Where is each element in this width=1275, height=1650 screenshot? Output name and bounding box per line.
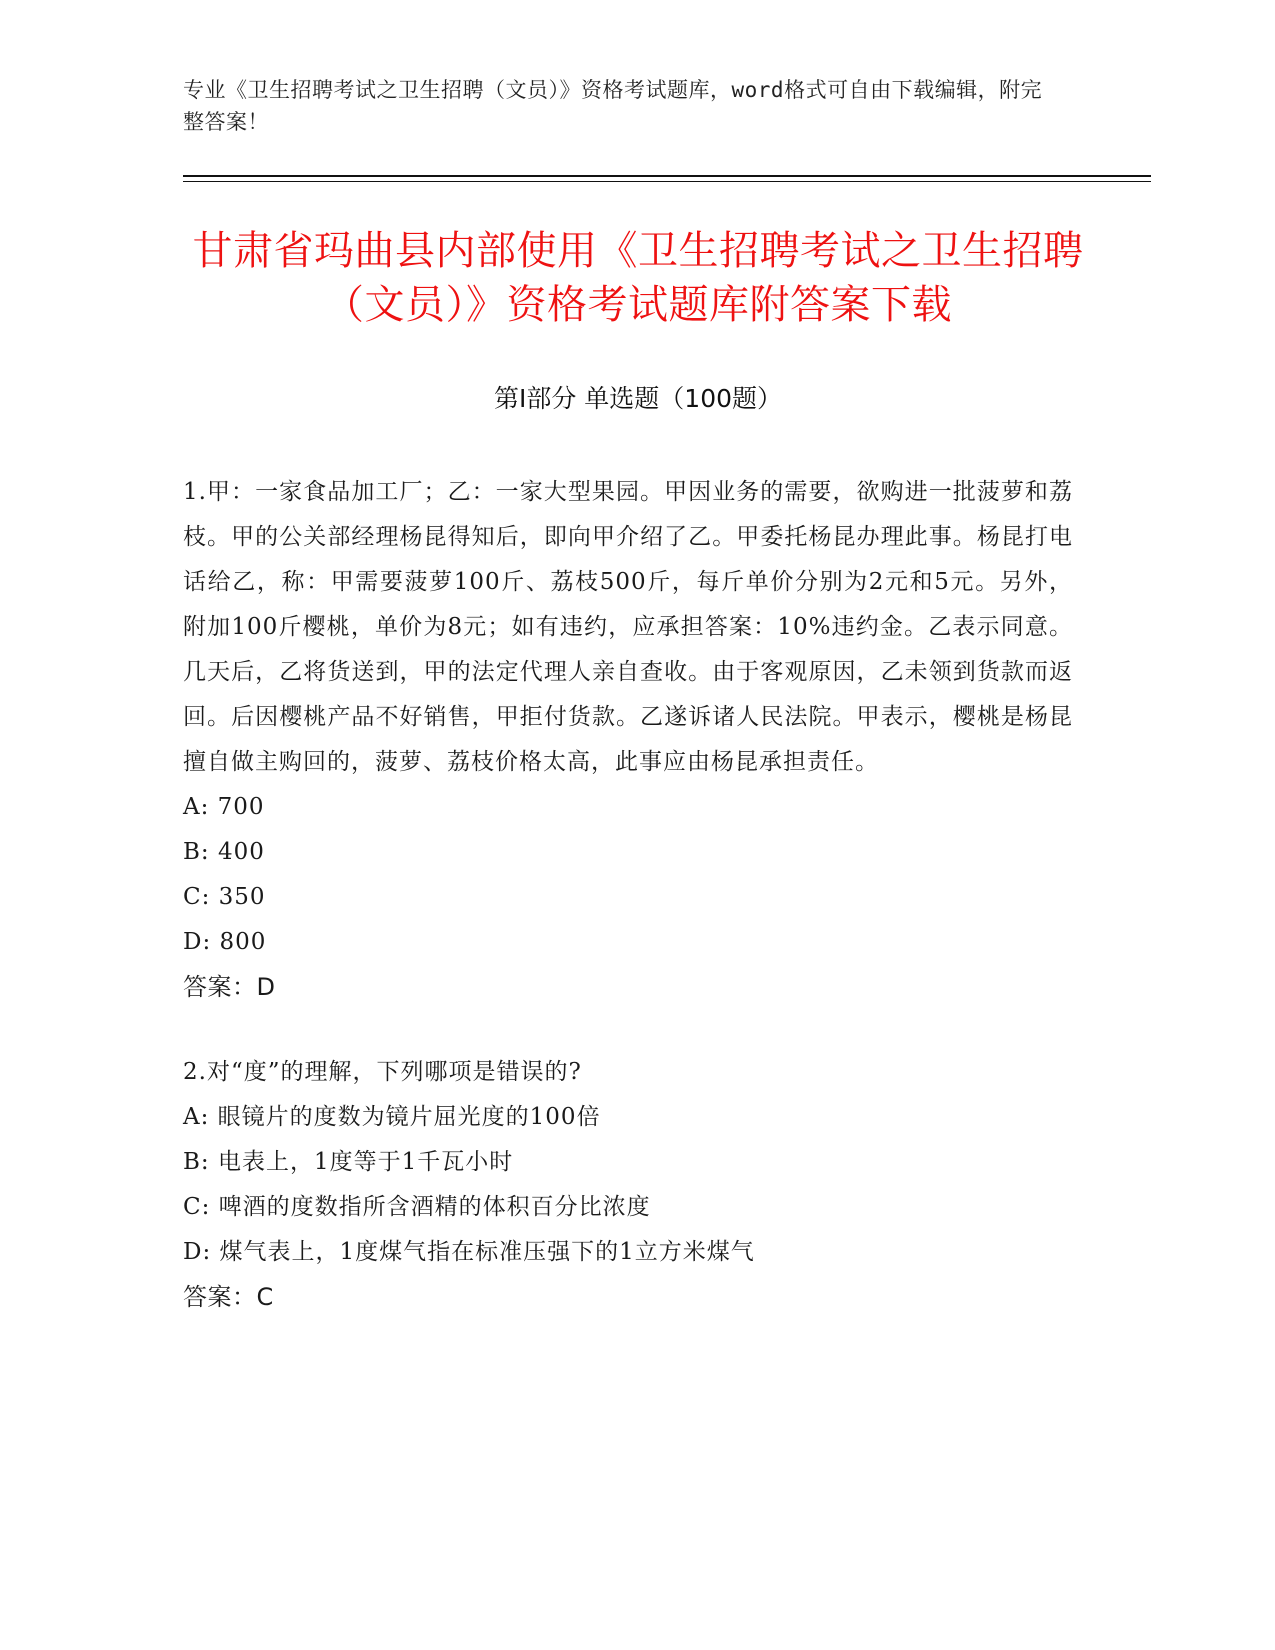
- question-1: [183, 470, 1073, 1010]
- section-title: 第Ⅰ部分 单选题（100题）: [493, 384, 783, 413]
- question-2: [183, 1050, 1073, 1320]
- option-b: B: 电表上，1度等于1千瓦小时: [183, 1149, 514, 1175]
- question-stem: 2.对“度”的理解，下列哪项是错误的?: [183, 1059, 582, 1085]
- document-title: 甘肃省玛曲县内部使用《卫生招聘考试之卫生招聘（文员）》资格考试题库附答案下载: [192, 228, 1084, 328]
- option-c: C: 350: [183, 884, 266, 910]
- answer: 答案：D: [183, 973, 276, 1001]
- option-b: B: 400: [183, 839, 265, 865]
- header-divider-thick: [183, 175, 1151, 177]
- question-stem: 1.甲：一家食品加工厂；乙：一家大型果园。甲因业务的需要，欲购进一批菠萝和荔枝。甲的公关部经理杨昆得知后，即向甲介绍了乙。甲委托杨昆办理此事。杨昆打电话给乙，称：甲需要菠萝100斤、荔枝500斤，每斤单价分别为2元和5元。另外，附加100斤樱桃，单价为8元；如有违约，应承担答案：10%违约金。乙表示同意。几天后，乙将货送到，甲的法定代理人亲自查收。由于客观原因，乙未领到货款而返回。后因樱桃产品不好销售，甲拒付货款。乙遂诉诸人民法院。甲表示，樱桃是杨昆擅自做主购回的，菠萝、荔枝价格太高，此事应由杨昆承担责任。: [183, 479, 1073, 775]
- option-d: D: 煤气表上，1度煤气指在标准压强下的1立方米煤气: [183, 1239, 755, 1265]
- option-a: A: 眼镜片的度数为镜片屈光度的100倍: [183, 1104, 601, 1130]
- option-c: C: 啤酒的度数指所含酒精的体积百分比浓度: [183, 1194, 651, 1220]
- option-a: A: 700: [183, 794, 265, 820]
- question-list: [183, 470, 1073, 1360]
- header-note: 专业《卫生招聘考试之卫生招聘（文员）》资格考试题库，word格式可自由下载编辑，附完整答案！: [183, 78, 1043, 134]
- header-divider-thin: [183, 181, 1151, 182]
- option-d: D: 800: [183, 929, 267, 955]
- answer: 答案：C: [183, 1283, 274, 1311]
